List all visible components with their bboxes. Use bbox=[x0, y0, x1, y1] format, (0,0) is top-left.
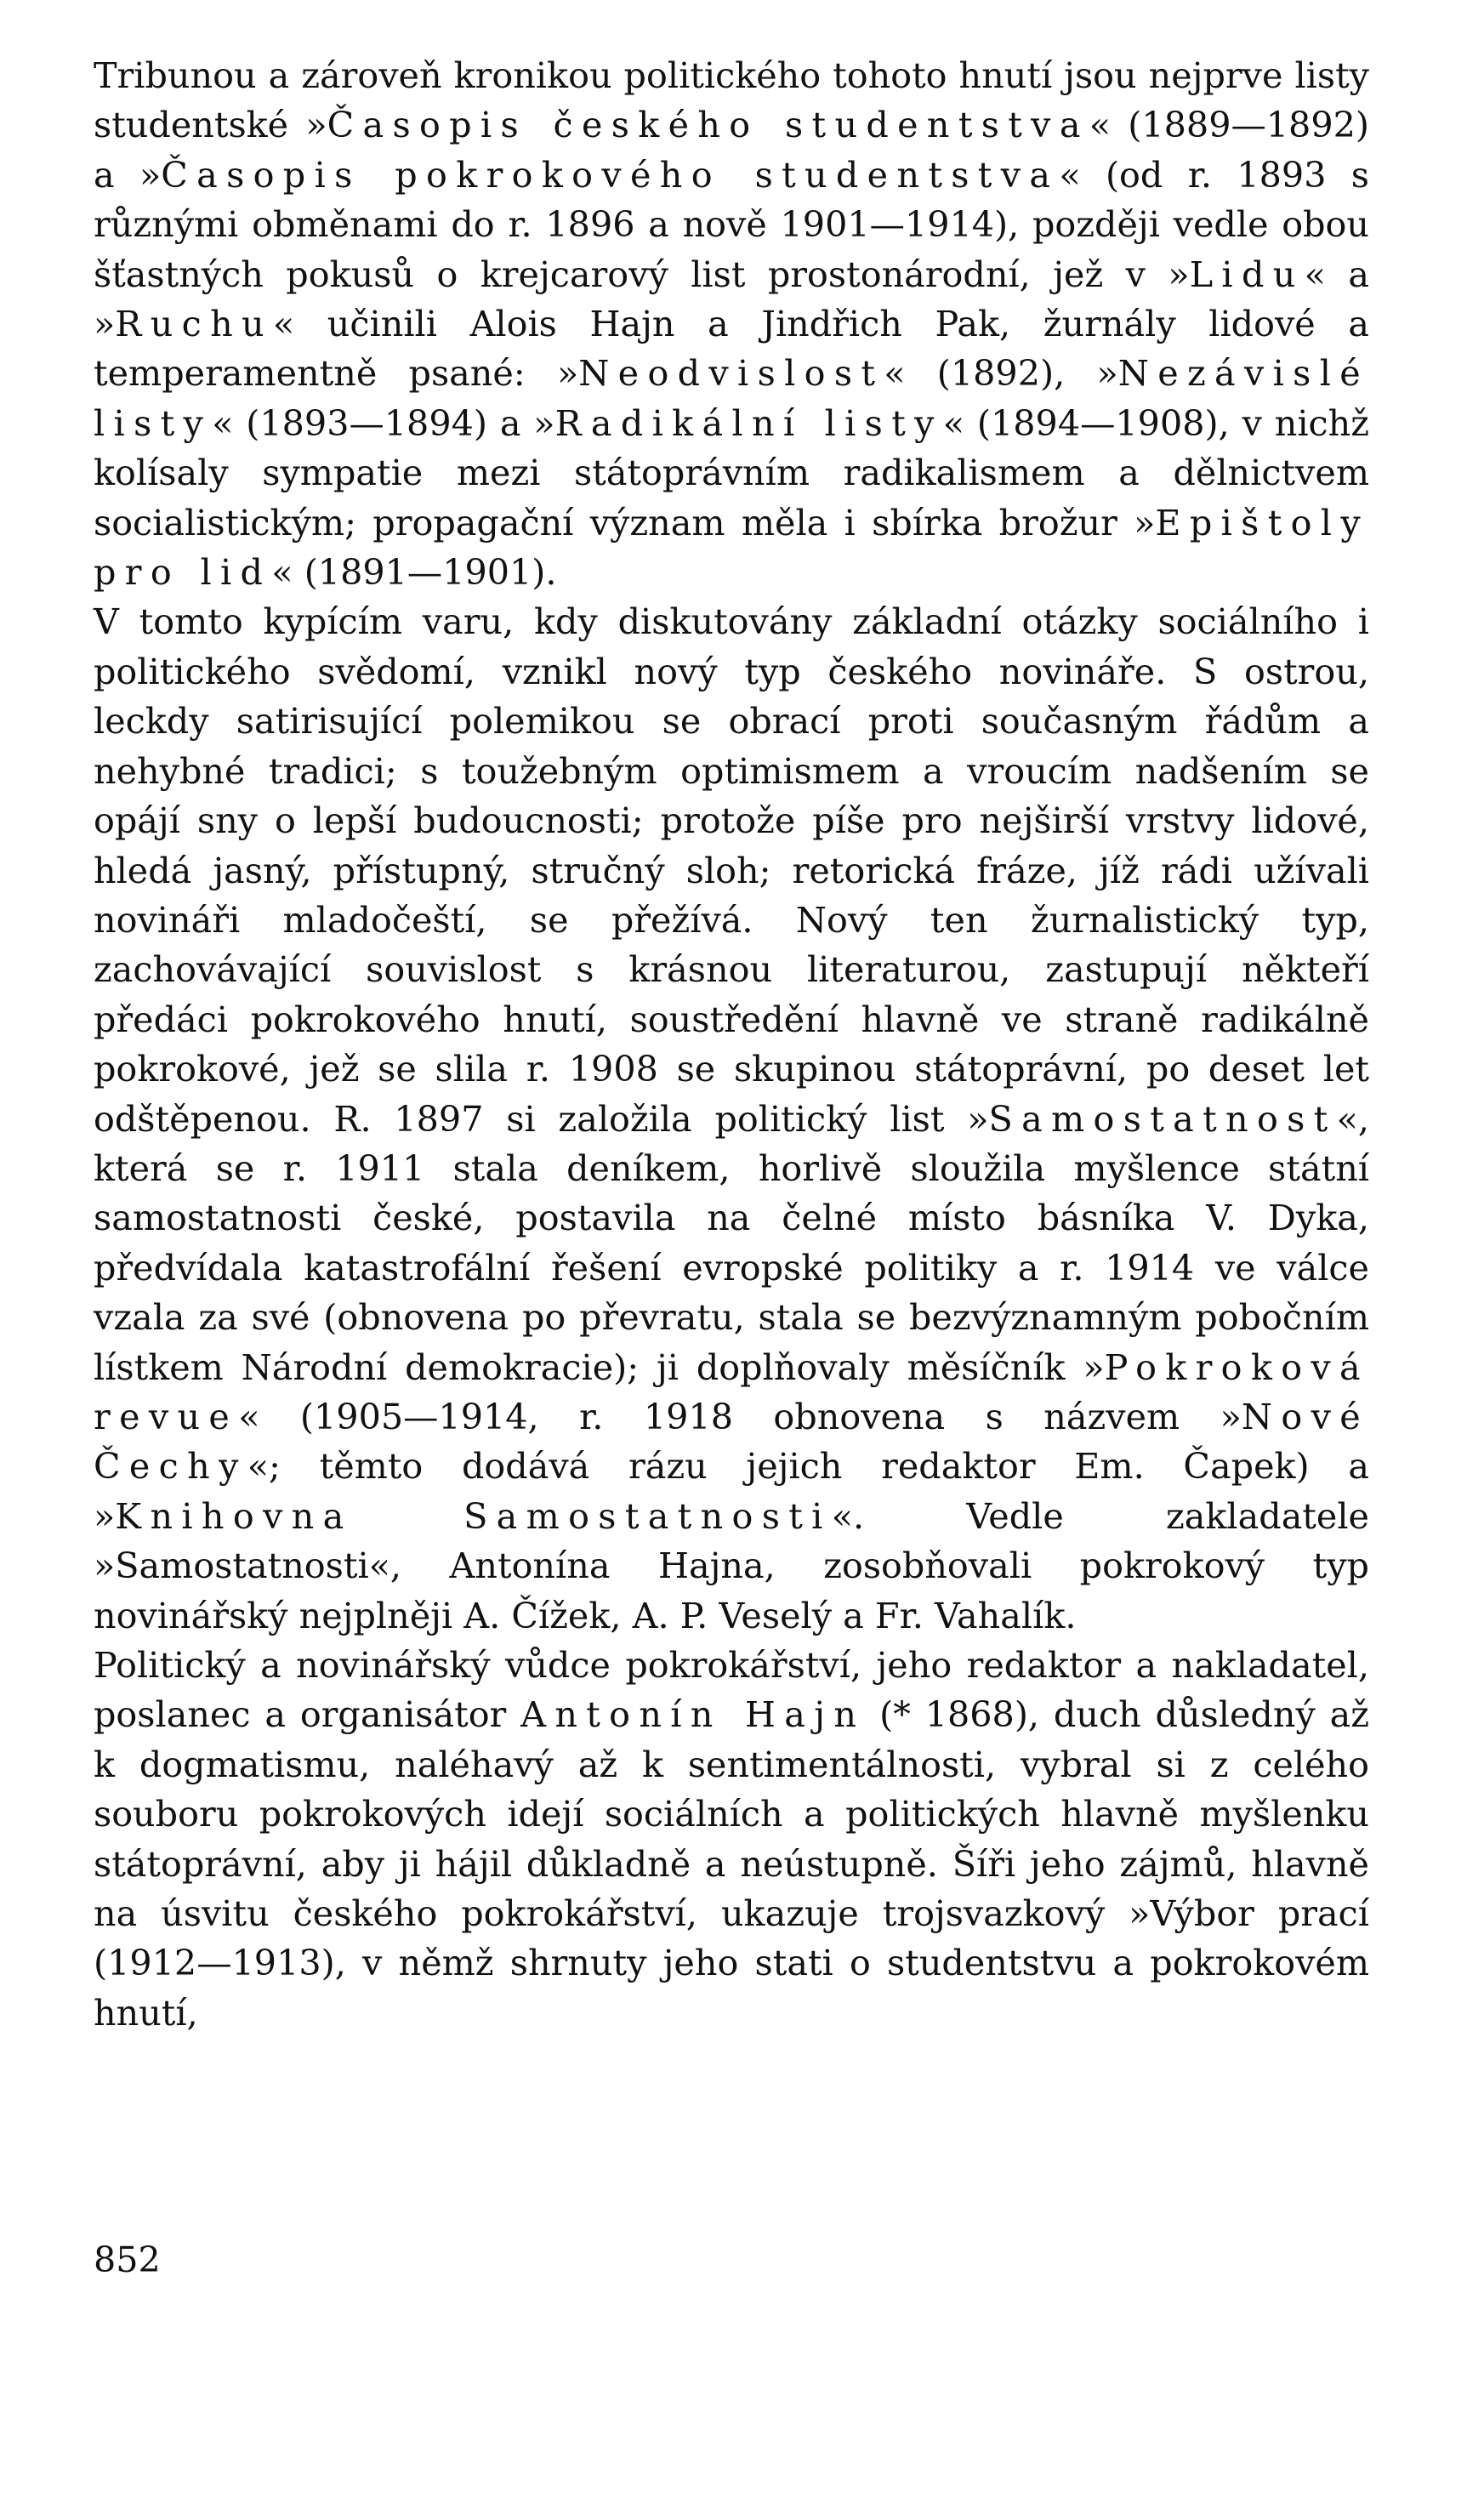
text-run: « učinili Alois Hajn a Jindřich Pak, žurnály lidové a temperamentně psané: » bbox=[94, 304, 1369, 395]
page-body bbox=[94, 51, 1369, 2038]
spaced-title: Nezávislé listy bbox=[94, 353, 1369, 444]
text-run: « (1891—1901). bbox=[271, 552, 557, 594]
text-run: « (1889—1892) a » bbox=[94, 105, 1369, 196]
spaced-title: Pokroková revue bbox=[94, 1346, 1369, 1437]
text-run: « (1892), » bbox=[884, 353, 1118, 395]
text-run: « (1894—1908), v nichž kolísaly sympatie mezi státoprávním radikalismem a dělnictvem socialistickým; propagační význam měla i sbírka brožur » bbox=[94, 402, 1370, 543]
text-run: «; těmto dodává rázu jejich redaktor Em. Čapek) a » bbox=[94, 1446, 1369, 1537]
spaced-title: Časopis českého studentstva bbox=[327, 105, 1089, 146]
text-run: V tomto kypícím varu, kdy diskutovány základní otázky sociálního i politického svědomí, vznikl nový typ českého novináře. S ostrou, leckdy satirisující polemikou se obrací proti současným řádům a nehybné tradici; s toužebným optimismem a vroucím nadšením se opájí sny o lepší budoucnosti; protože píše pro nejširší vrstvy lidové, hledá jasný, přístupný, stručný sloh; retorická fráze, jíž rádi užívali novináři mladočeští, se přežívá. Nový ten žurnalistický typ, zachovávající souvislost s krásnou literaturou, zastupují někteří předáci pokrokového hnutí, soustředění hlavně ve straně radikálně pokrokové, jež se slila r. 1908 se skupinou státoprávní, po deset let odštěpenou. R. 1897 si založila politický list » bbox=[94, 601, 1369, 1140]
spaced-title: Knihovna Samostatnosti bbox=[115, 1495, 832, 1537]
text-run: «, která se r. 1911 stala deníkem, horlivě sloužila myšlence státní samostatnosti české, postavila na čelné místo básníka V. Dyka, předvídala katastrofální řešení evropské politiky a r. 1914 ve válce vzala za své (obnovena po převratu, stala se bezvýznamným pobočním lístkem Národní demokracie); ji doplňovaly měsíčník » bbox=[94, 1098, 1369, 1388]
spaced-title: Ruchu bbox=[115, 304, 273, 345]
text-run: « (od r. 1893 s různými obměnami do r. 1896 a nově 1901—1914), později vedle obou šťastných pokusů o krejcarový list prostonárodní, jež v » bbox=[94, 154, 1369, 295]
spaced-title: Lidu bbox=[1189, 253, 1305, 295]
spaced-title: Antonín Hajn bbox=[520, 1694, 866, 1736]
paragraph-1 bbox=[94, 51, 1369, 597]
text-run: « a » bbox=[94, 253, 1369, 345]
text-run: Tribunou a zároveň kronikou politického tohoto hnutí jsou nejprve listy studentské » bbox=[94, 55, 1369, 146]
spaced-title: Samostatnost bbox=[988, 1098, 1337, 1140]
text-run: Politický a novinářský vůdce pokrokářství, jeho redaktor a nakladatel, poslanec a organisátor bbox=[94, 1645, 1369, 1736]
spaced-title: Epištoly pro lid bbox=[94, 502, 1369, 594]
text-run: « (1905—1914, r. 1918 obnovena s názvem » bbox=[238, 1396, 1242, 1437]
paragraph-2 bbox=[94, 597, 1369, 1641]
spaced-title: Časopis pokrokového studentstva bbox=[161, 154, 1060, 196]
text-run: «. Vedle zakladatele »Samostatnosti«, Antonína Hajna, zosobňovali pokrokový typ novinářský nejplněji A. Čížek, A. P. Veselý a Fr. Vahalík. bbox=[94, 1495, 1369, 1636]
spaced-title: Radikální listy bbox=[554, 402, 943, 444]
spaced-title: Neodvislost bbox=[578, 353, 884, 395]
page-number: 852 bbox=[94, 2239, 161, 2280]
text-run: (* 1868), duch důsledný až k dogmatismu, naléhavý až k sentimentálnosti, vybral si z celého souboru pokrokových idejí sociálních a politických hlavně myšlenku státoprávní, aby ji hájil důkladně a neústupně. Šíři jeho zájmů, hlavně na úsvitu českého pokrokářství, ukazuje trojsvazkový »Výbor prací (1912—1913), v němž shrnuty jeho stati o studentstvu a pokrokovém hnutí, bbox=[94, 1694, 1370, 2034]
paragraph-3 bbox=[94, 1641, 1369, 2038]
text-run: « (1893—1894) a » bbox=[212, 402, 555, 444]
spaced-title: Nové Čechy bbox=[94, 1396, 1369, 1488]
